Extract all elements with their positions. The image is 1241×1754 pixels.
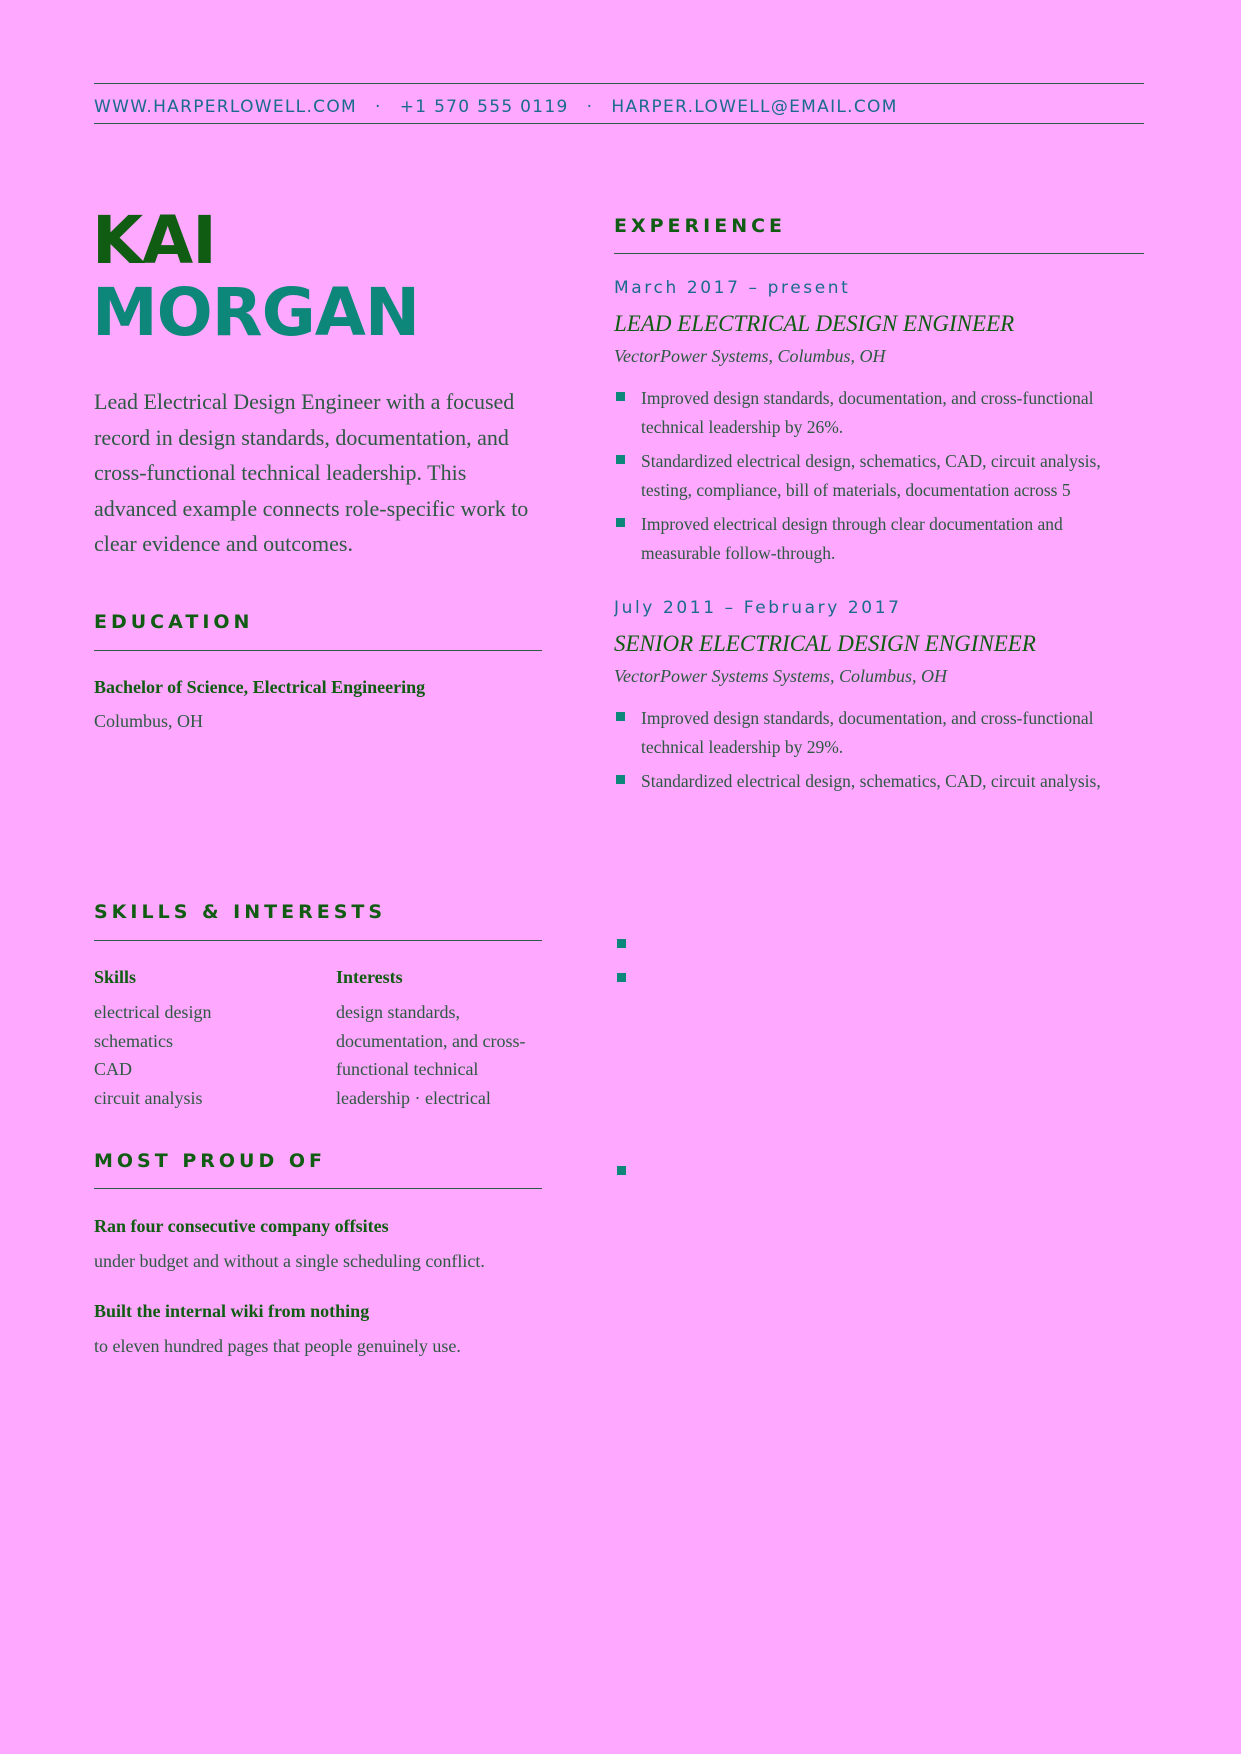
job-title: SENIOR ELECTRICAL DESIGN ENGINEER <box>614 631 1036 656</box>
job-company: VectorPower Systems Systems, Columbus, OH <box>614 666 947 686</box>
education-title: EDUCATION <box>94 611 254 633</box>
email-link[interactable]: HARPER.LOWELL@EMAIL.COM <box>611 97 898 117</box>
proud-title: MOST PROUD OF <box>94 1150 326 1172</box>
square-bullet-icon <box>617 1166 626 1175</box>
list-item: Improved design standards, documentation, and cross-functional technical leadership by 26%. <box>614 384 1144 441</box>
list-item: Improved electrical design through clear documentation and measurable follow-through. <box>614 510 1144 567</box>
square-bullet-icon <box>616 518 625 527</box>
square-bullet-icon <box>617 939 626 948</box>
name-last: MORGAN <box>92 274 420 351</box>
list-item: CAD <box>94 1059 133 1079</box>
bottom-rule <box>94 123 1144 124</box>
skills-rule <box>94 940 542 941</box>
education-location: Columbus, OH <box>94 711 204 731</box>
separator: · <box>374 97 382 117</box>
separator: · <box>586 97 594 117</box>
skills-title: SKILLS & INTERESTS <box>94 901 387 923</box>
summary: Lead Electrical Design Engineer with a focused record in design standards, documentation, and cross-functional technical leadership. This advanced example connects role-specific work to clear evidence and outcomes. <box>94 389 529 556</box>
top-rule <box>94 83 1144 84</box>
list-item: design standards, <box>336 1002 460 1022</box>
square-bullet-icon <box>616 455 625 464</box>
experience-rule <box>614 253 1144 254</box>
interests-heading: Interests <box>336 967 403 987</box>
square-bullet-icon <box>616 712 625 721</box>
skills-list <box>94 998 314 1116</box>
job-dates: July 2011 – February 2017 <box>614 598 902 618</box>
proud-headline: Ran four consecutive company offsites <box>94 1216 389 1236</box>
job-dates: March 2017 – present <box>614 278 851 298</box>
job-entry <box>614 276 1144 573</box>
website-link[interactable]: WWW.HARPERLOWELL.COM <box>94 97 357 117</box>
skills-heading: Skills <box>94 967 137 987</box>
list-item: Standardized electrical design, schematics, CAD, circuit analysis, testing, compliance, bill of materials, documentation across 5 <box>614 447 1144 504</box>
square-bullet-icon <box>617 973 626 982</box>
square-bullet-icon <box>616 392 625 401</box>
education-degree: Bachelor of Science, Electrical Engineering <box>94 677 426 697</box>
education-rule <box>94 650 542 651</box>
square-bullet-icon <box>616 775 625 784</box>
job-title: LEAD ELECTRICAL DESIGN ENGINEER <box>614 311 1015 336</box>
list-item: documentation, and cross- <box>336 1030 526 1051</box>
proud-detail: to eleven hundred pages that people genuinely use. <box>94 1336 461 1356</box>
contact-bar <box>94 95 1144 119</box>
list-item: schematics <box>94 1030 173 1051</box>
job-bullets <box>614 704 1144 796</box>
list-item: Standardized electrical design, schematics, CAD, circuit analysis, <box>614 767 1144 796</box>
name-first: KAI <box>92 202 216 279</box>
list-item: circuit analysis <box>94 1087 203 1108</box>
job-company: VectorPower Systems, Columbus, OH <box>614 346 886 366</box>
experience-title: EXPERIENCE <box>614 215 787 237</box>
interests-list <box>336 998 546 1116</box>
list-item: Improved design standards, documentation, and cross-functional technical leadership by 29%. <box>614 704 1144 761</box>
proud-rule <box>94 1188 542 1189</box>
list-item: leadership · electrical <box>336 1087 491 1108</box>
job-entry <box>614 596 1144 808</box>
phone-link[interactable]: +1 570 555 0119 <box>399 97 569 117</box>
list-item: electrical design <box>94 1002 212 1022</box>
proud-headline: Built the internal wiki from nothing <box>94 1301 370 1321</box>
list-item: functional technical <box>336 1059 479 1079</box>
proud-detail: under budget and without a single scheduling conflict. <box>94 1251 485 1271</box>
job-bullets <box>614 384 1144 567</box>
